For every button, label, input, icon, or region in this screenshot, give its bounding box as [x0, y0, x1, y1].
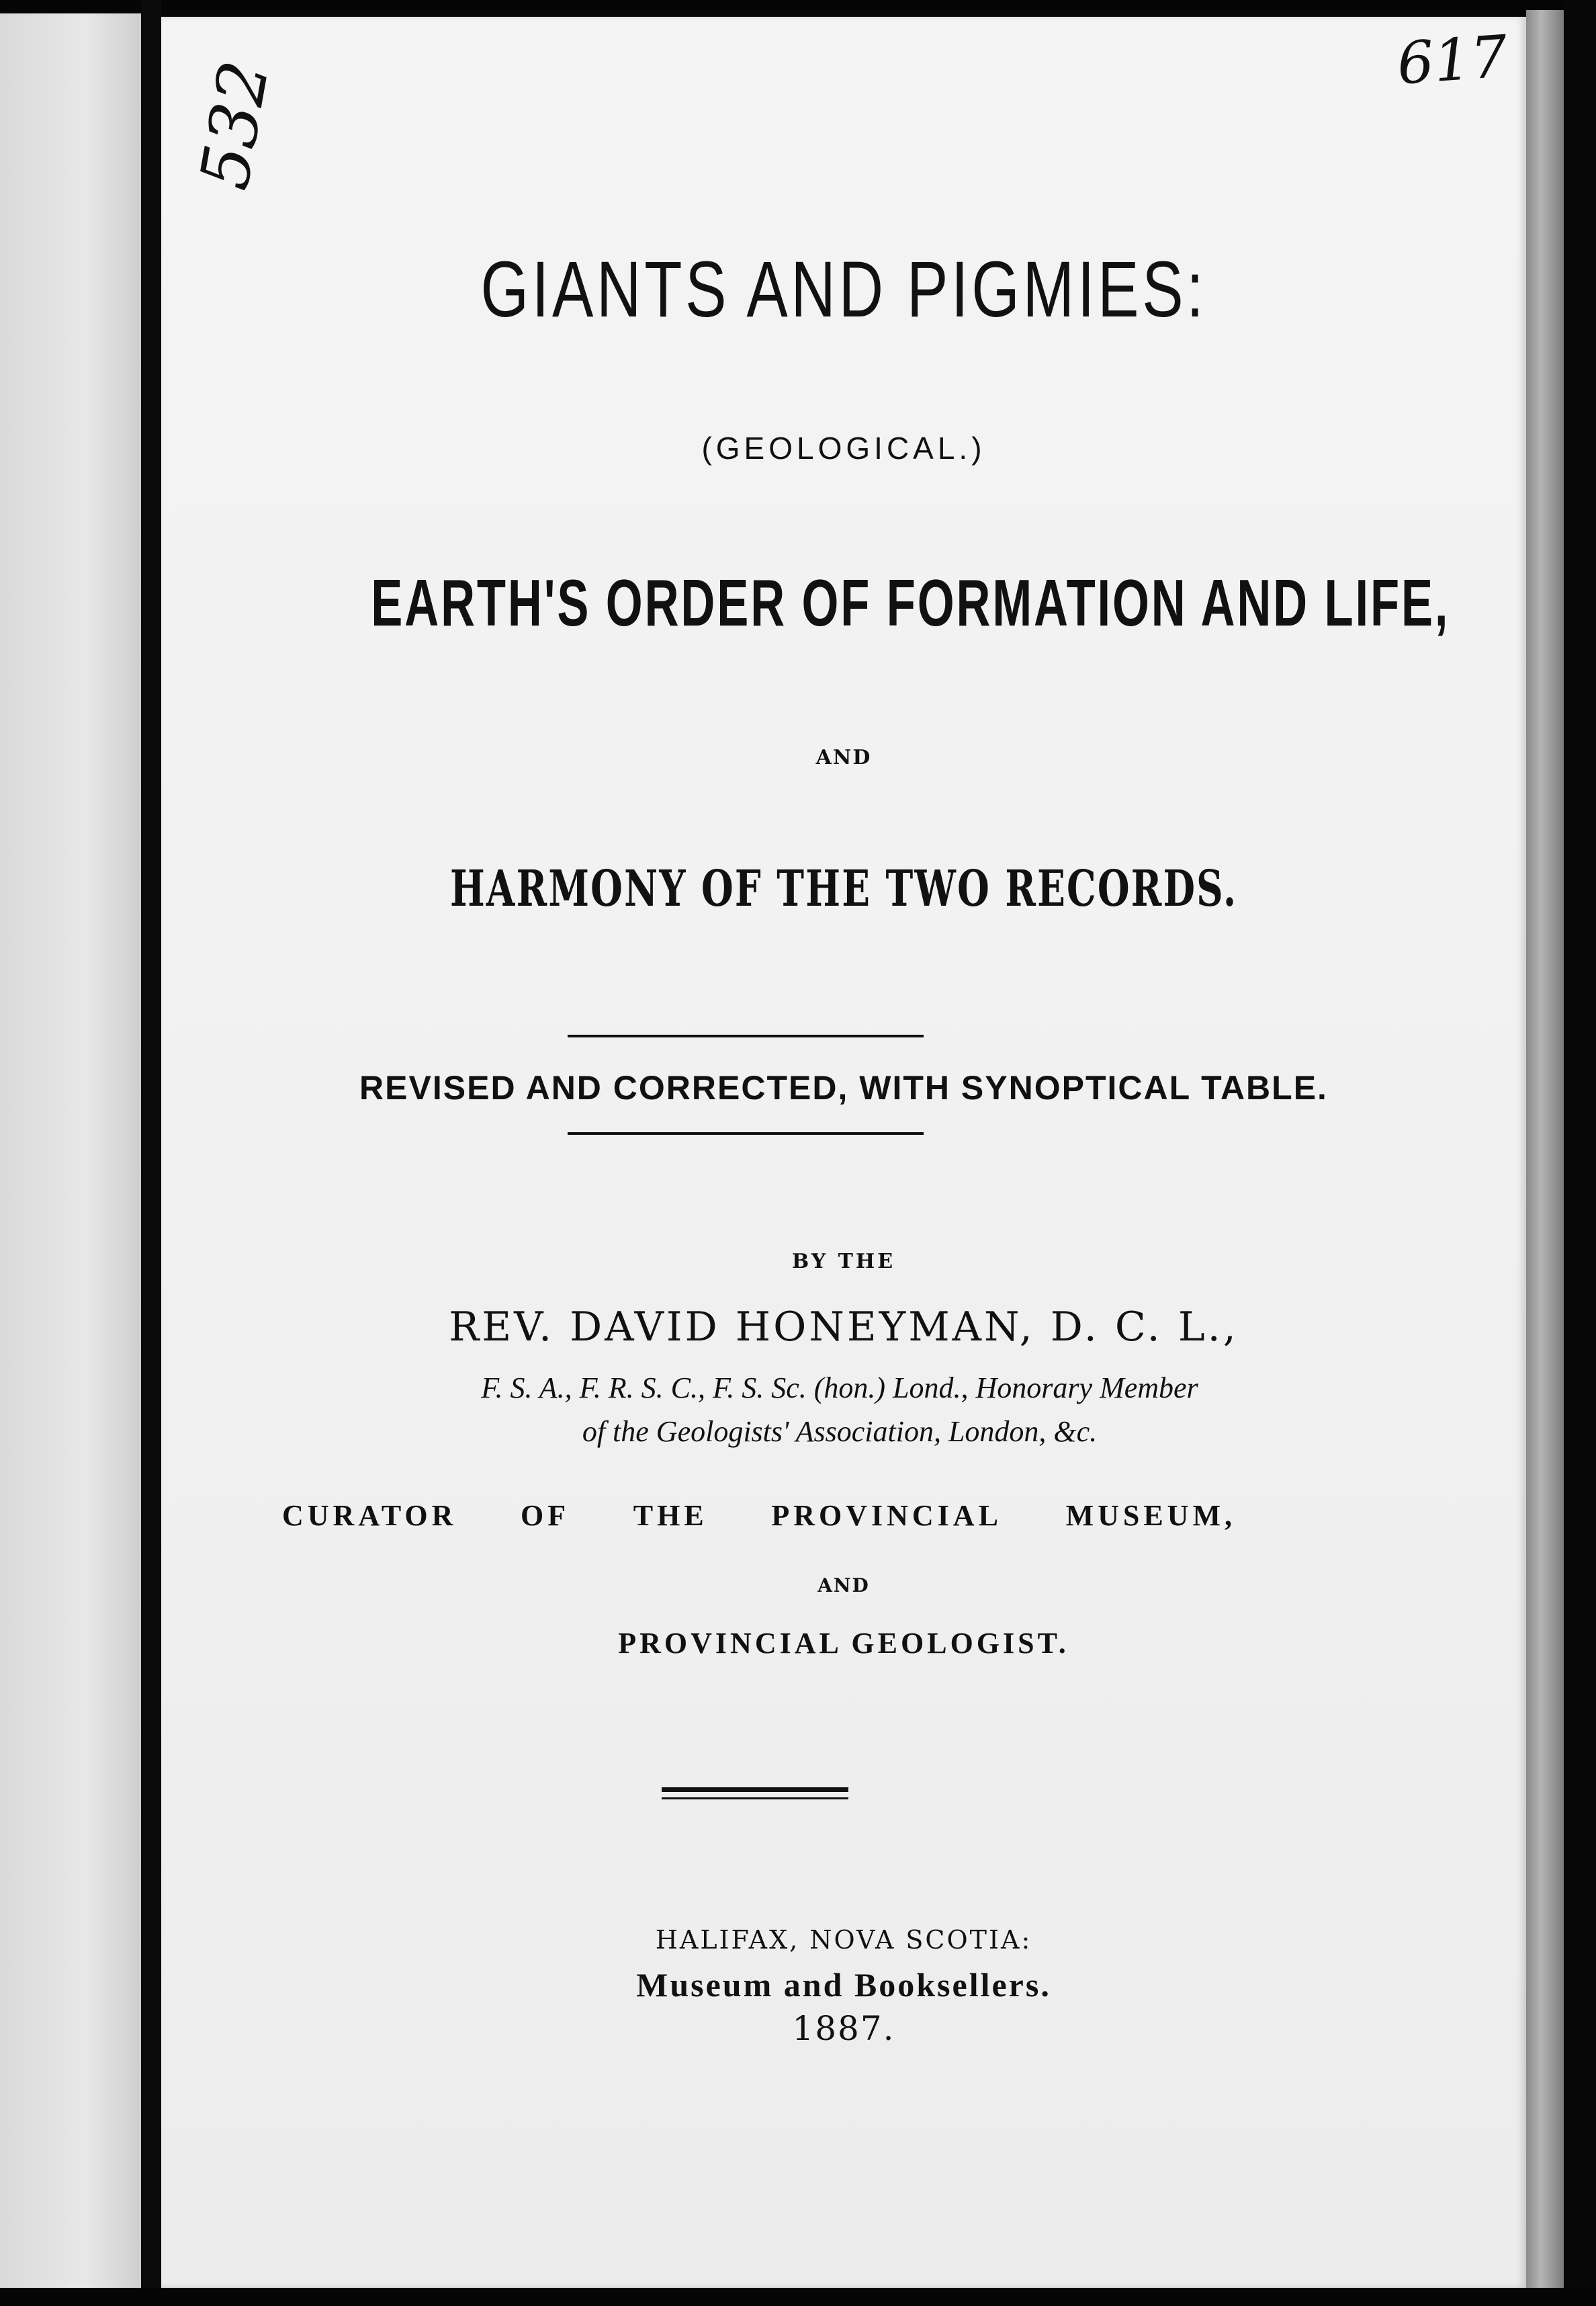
edition-statement: REVISED AND CORRECTED, WITH SYNOPTICAL TABLE. — [359, 1069, 1328, 1107]
conjunction-and-2: AND — [817, 1574, 870, 1596]
author-position-curator — [282, 1498, 1236, 1533]
scan-right-border — [1564, 0, 1596, 2306]
handwritten-catalog-number: 617 — [1394, 23, 1510, 98]
imprint-publisher: Museum and Booksellers. — [636, 1966, 1051, 2004]
author-credentials-line-1: F. S. A., F. R. S. C., F. S. Sc. (hon.) Lond., Honorary Member — [481, 1371, 1198, 1404]
author-name: REV. DAVID HONEYMAN, D. C. L., — [449, 1304, 1239, 1351]
divider-rule-top — [568, 1035, 924, 1037]
book-title-text: GIANTS AND PIGMIES: — [480, 245, 1207, 334]
book-title-line-2-text: EARTH'S ORDER OF FORMATION AND LIFE, — [371, 566, 1450, 640]
ornament-rule-thin — [662, 1797, 848, 1799]
imprint-year: 1887. — [792, 2009, 895, 2048]
author-credentials-line-2: of the Geologists' Association, London, &c. — [582, 1415, 1098, 1448]
handwritten-margin-number: 532 — [185, 55, 285, 196]
page-edge-shadow — [1526, 10, 1564, 2291]
curator-word: PROVINCIAL — [771, 1499, 1002, 1532]
ornament-rule-thick — [662, 1787, 848, 1792]
curator-word: OF — [521, 1499, 570, 1532]
divider-rule-bottom — [568, 1132, 924, 1135]
conjunction-and: AND — [815, 746, 872, 769]
book-subtitle: (GEOLOGICAL.) — [701, 431, 986, 466]
left-facing-page — [0, 13, 141, 2295]
scan-bottom-border — [0, 2288, 1596, 2306]
book-title — [161, 242, 1526, 335]
author-position-geologist: PROVINCIAL GEOLOGIST. — [618, 1627, 1069, 1660]
curator-word: CURATOR — [282, 1499, 457, 1532]
scan-top-border — [0, 0, 1596, 15]
book-title-line-2 — [161, 564, 1526, 642]
book-title-line-3 — [161, 860, 1526, 918]
curator-word: THE — [633, 1499, 708, 1532]
curator-word: MUSEUM, — [1065, 1499, 1236, 1532]
imprint-place: HALIFAX, NOVA SCOTIA: — [655, 1925, 1032, 1955]
byline-prefix: BY THE — [791, 1250, 896, 1273]
book-title-line-3-text: HARMONY OF THE TWO RECORDS. — [449, 860, 1238, 918]
book-gutter — [141, 0, 161, 2306]
